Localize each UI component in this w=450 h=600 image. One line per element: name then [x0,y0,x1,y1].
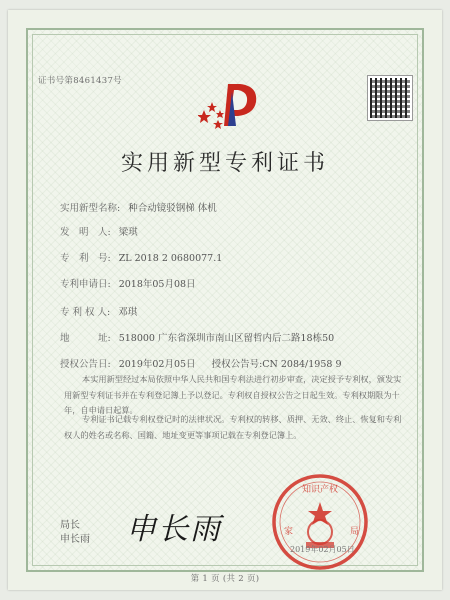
patent-office-logo-icon [198,80,264,132]
svg-text:知识产权: 知识产权 [301,485,339,495]
certificate-title: 实用新型专利证书 [120,151,329,176]
certificate-number: 证书号第8461437号 [38,76,122,86]
field-patentee [60,304,137,318]
field-label: 地 址: [60,333,111,344]
seal-date: 2019年02月05日 [290,545,355,554]
field-label: 专利申请日: [60,279,111,290]
field-label: 发 明 人: [60,227,111,238]
field-inventor [60,224,138,238]
field-label: 实用新型名称: [60,203,121,214]
field-address [60,330,334,344]
field-value: 2018年05月08日 [118,279,196,290]
official-seal-icon [270,472,370,572]
signature-text: 申长雨 [126,512,222,547]
field-patent-number [60,250,222,264]
certificate-paragraph-2: 专利证书记载专利权登记时的法律状况。专利权的转移、质押、无效、终止、恢复和专利权人的姓名或名称、国籍、地址变更等事项记载在专利登记簿上。 [64,414,402,440]
field-value: ZL 2018 2 0680077.1 [118,253,223,264]
field-value: 邓琪 [118,307,138,318]
certificate-sheet [8,10,442,590]
handwritten-signature [126,504,222,548]
field-publication-number: 授权公告号:CN 2084/1958 9 [211,359,342,370]
field-value: 种合动镜驳钢梯 体机 [128,203,217,214]
svg-text:家: 家 [284,527,294,537]
svg-text:局: 局 [350,527,360,537]
field-value: 梁琪 [118,227,138,238]
field-label: 专 利 权 人: [60,307,111,318]
field-value: 2019年02月05日 [118,359,196,370]
field-application-date [60,276,196,290]
certificate-paragraph-1: 本实用新型经过本局依照中华人民共和国专利法进行初步审查，决定授予专利权，颁发实用新型专利证书并在专利登记簿上予以登记。专利权自授权公告之日起生效。专利权期限为十年，自申请日起算。 [64,374,402,416]
signature-name: 申长雨 [60,534,90,545]
field-value: 518000 广东省深圳市南山区留哲内后二路18栋50 [118,333,335,344]
signature-title: 局长 [60,520,80,531]
field-utility-model-name [60,200,217,214]
field-label: 专 利 号: [60,253,111,264]
field-grant-date [60,356,341,370]
qr-code[interactable] [368,76,412,120]
page-indicator: 第 1 页 (共 2 页) [190,574,260,584]
field-label: 授权公告日: [60,359,111,370]
